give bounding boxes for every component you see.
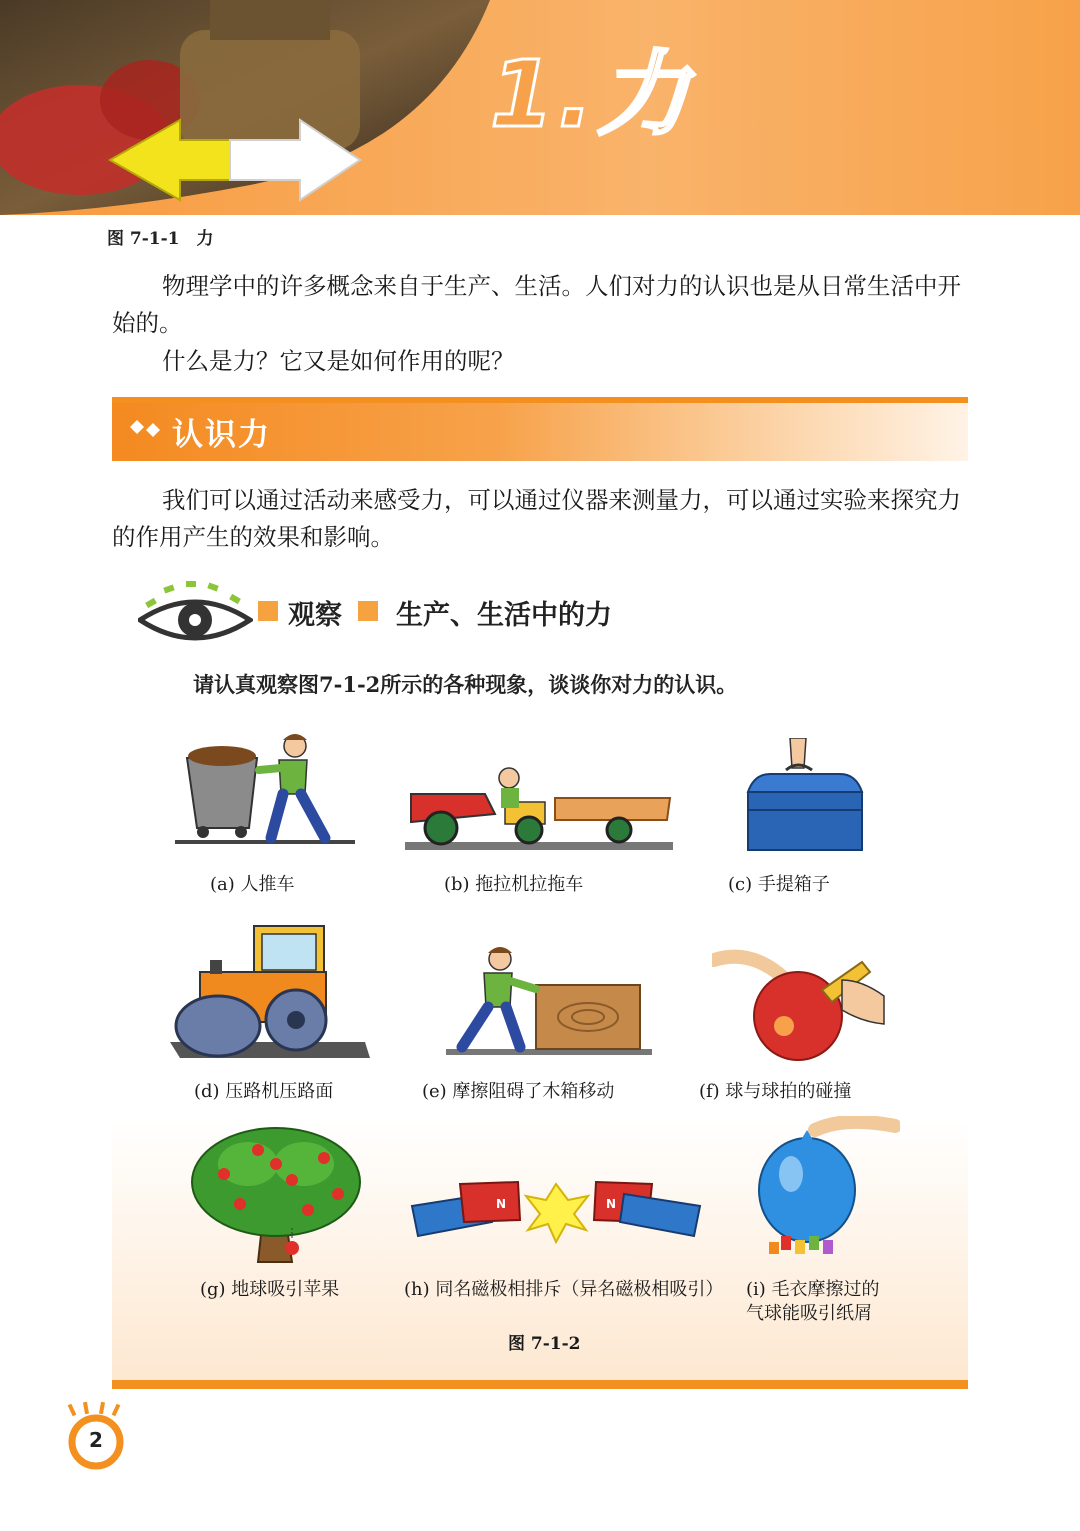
figure-divider xyxy=(112,1380,968,1389)
eye-icon xyxy=(138,578,253,648)
person-pushing-cart-illustration xyxy=(175,728,360,850)
section-title: 认识力 xyxy=(172,417,271,453)
section-paragraph: 我们可以通过活动来感受力，可以通过仪器来测量力，可以通过实验来探究力的作用产生的效果和影响。 xyxy=(112,486,961,551)
toolbox-illustration xyxy=(740,738,870,856)
caption-a: (a) 人推车 xyxy=(210,874,295,895)
tractor-trailer-illustration xyxy=(405,758,675,858)
caption-e: (e) 摩擦阻碍了木箱移动 xyxy=(422,1081,615,1102)
section-divider xyxy=(112,397,968,403)
figure-caption-7-1-1: 图 7-1-1 力 xyxy=(107,229,214,249)
chapter-header xyxy=(0,0,1080,215)
observe-marker xyxy=(358,601,378,621)
caption-b: (b) 拖拉机拉拖车 xyxy=(444,874,584,895)
intro-paragraph: 物理学中的许多概念来自于生产、生活。人们对力的认识也是从日常生活中开始的。 xyxy=(112,272,961,337)
observe-marker xyxy=(258,601,278,621)
chapter-title: 1.力 xyxy=(490,41,693,148)
wooden-box-illustration xyxy=(440,945,655,1060)
apple-tree-illustration xyxy=(188,1124,368,1268)
observe-topic: 生产、生活中的力 xyxy=(396,600,612,631)
caption-d: (d) 压路机压路面 xyxy=(194,1081,334,1102)
caption-g: (g) 地球吸引苹果 xyxy=(200,1279,340,1300)
intro-question: 什么是力？它又是如何作用的呢？ xyxy=(162,347,515,375)
caption-i-line2: 气球能吸引纸屑 xyxy=(746,1303,872,1324)
section-heading-bar xyxy=(112,397,968,461)
magnet-pole-right: N xyxy=(606,1197,617,1211)
diamond-icon xyxy=(128,419,168,439)
caption-c: (c) 手提箱子 xyxy=(728,874,830,895)
observe-instruction: 请认真观察图7-1-2所示的各种现象，谈谈你对力的认识。 xyxy=(193,672,738,697)
magnets-illustration xyxy=(408,1170,704,1256)
magnet-pole-left: N xyxy=(496,1197,507,1211)
caption-i-line1: (i) 毛衣摩擦过的 xyxy=(746,1279,880,1300)
observe-label: 观察 xyxy=(288,600,342,631)
figure-caption-7-1-2: 图 7-1-2 xyxy=(508,1334,581,1354)
road-roller-illustration xyxy=(170,922,370,1062)
balloon-illustration xyxy=(755,1116,900,1262)
caption-h: (h) 同名磁极相排斥（异名磁极相吸引） xyxy=(404,1279,724,1300)
ball-paddle-illustration xyxy=(712,940,892,1065)
page-number: 2 xyxy=(89,1428,103,1452)
caption-f: (f) 球与球拍的碰撞 xyxy=(699,1081,852,1102)
